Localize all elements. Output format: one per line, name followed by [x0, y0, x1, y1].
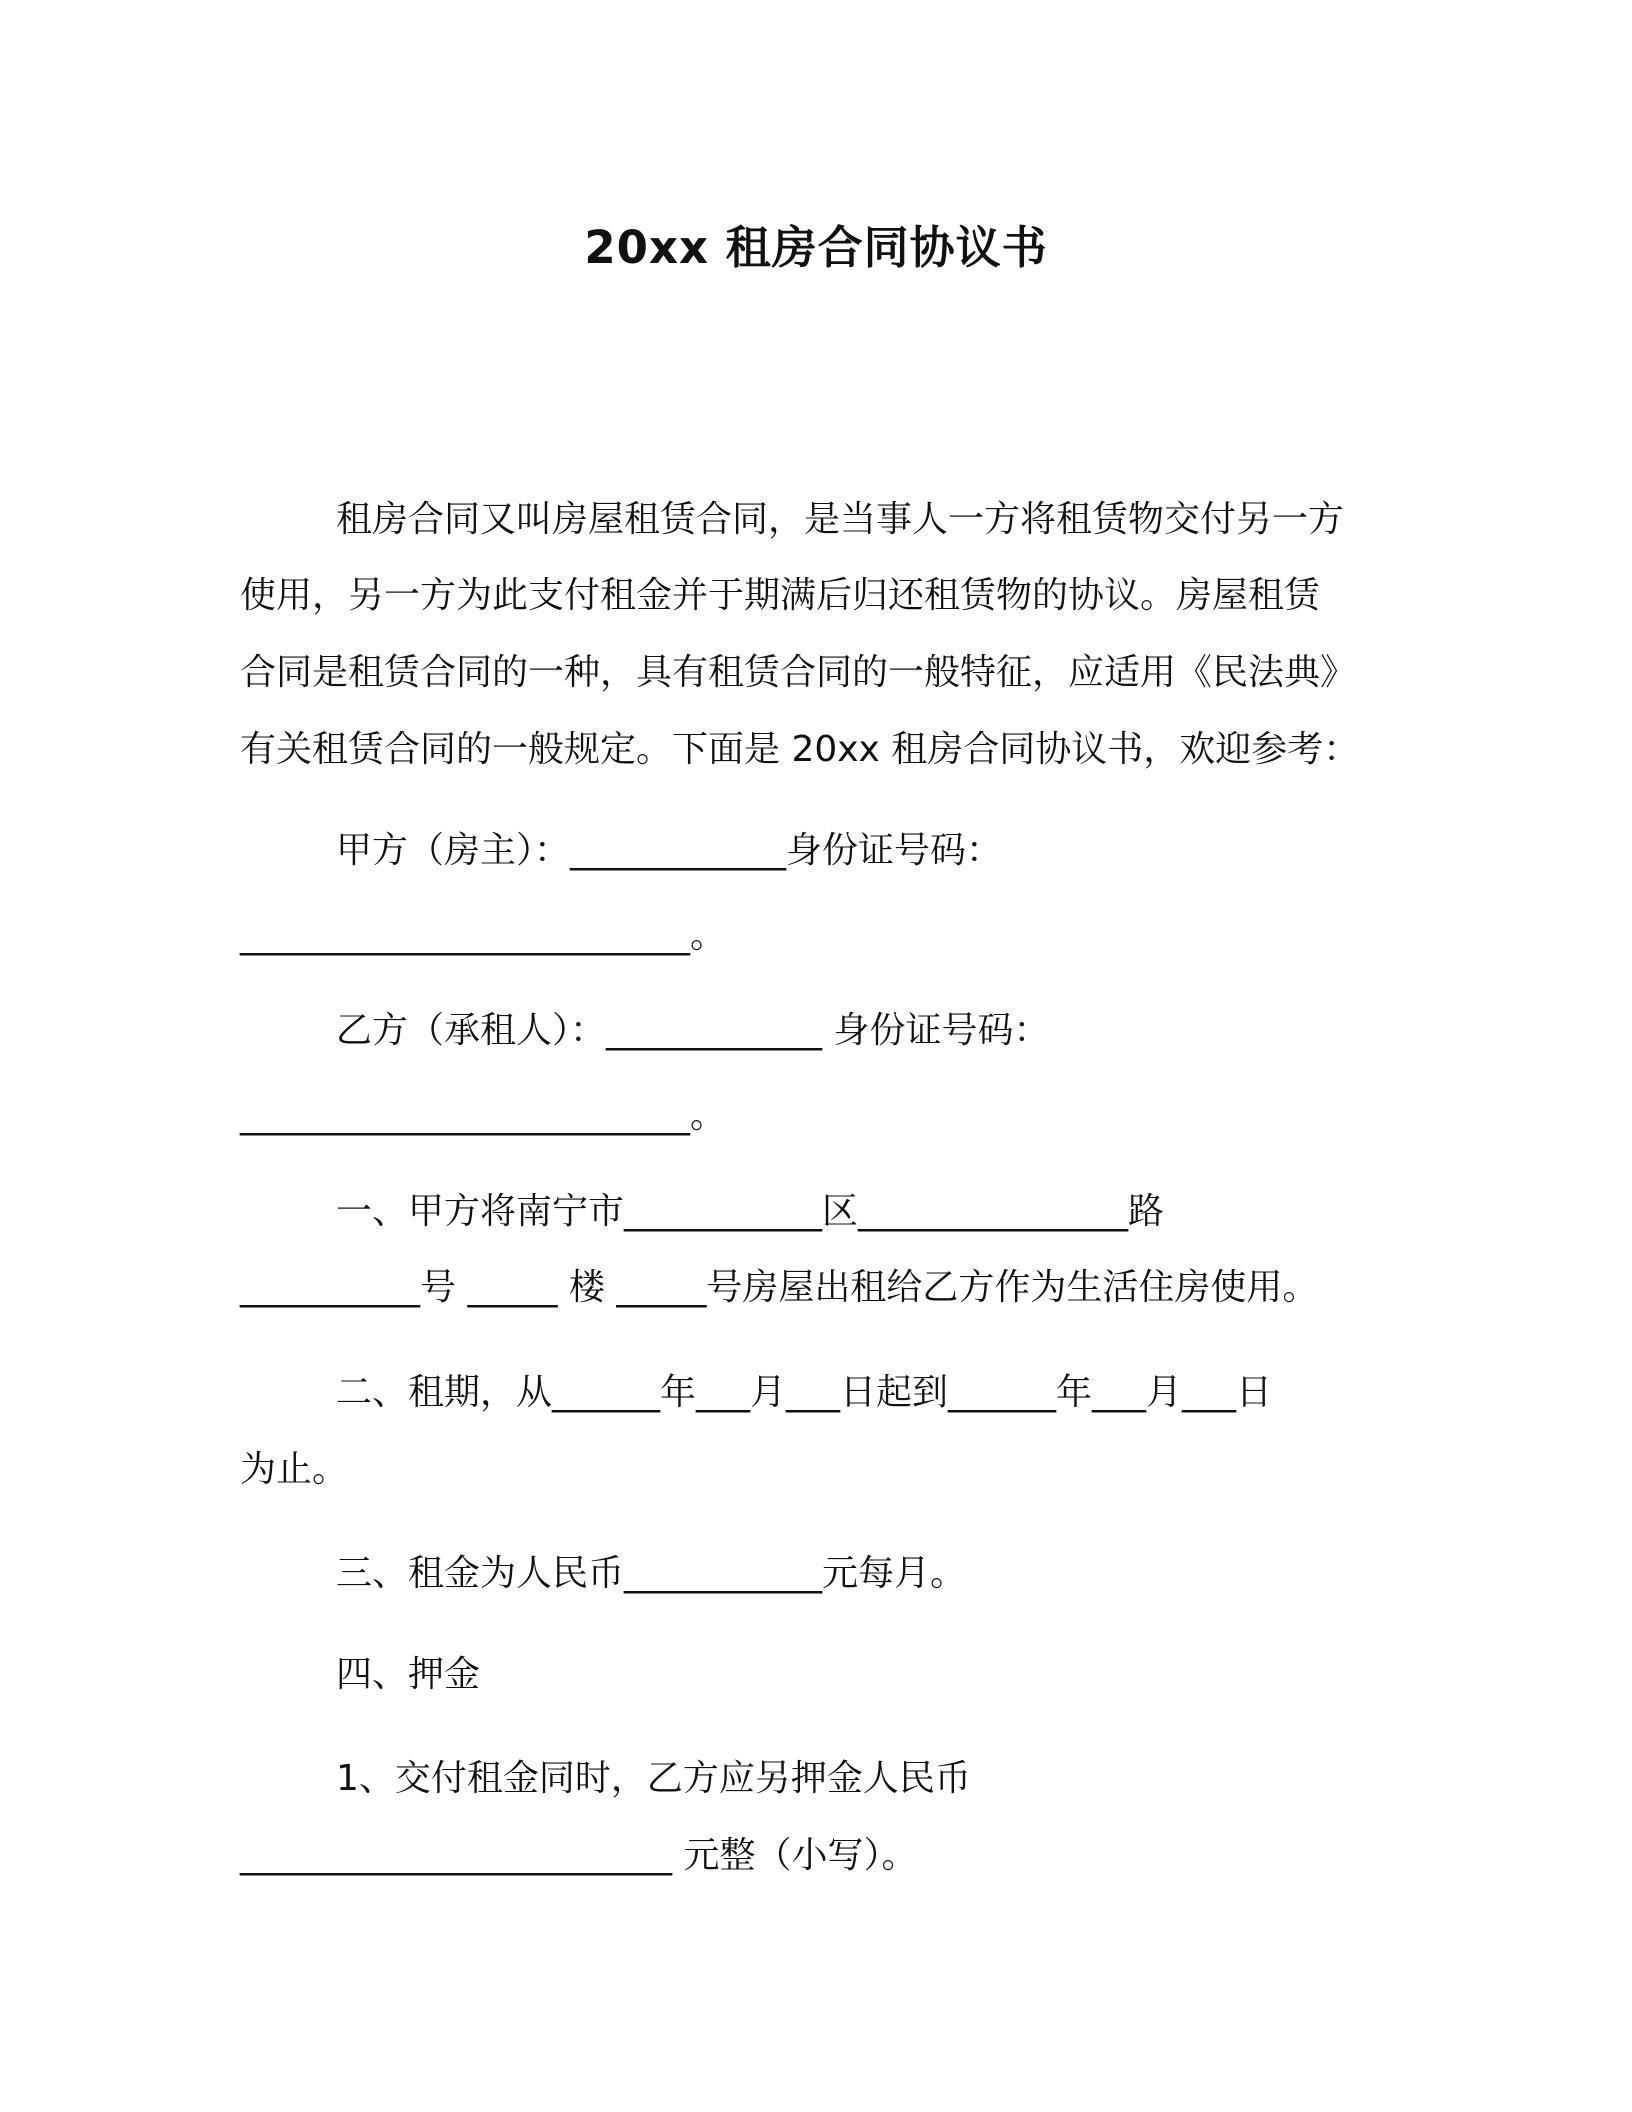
party-b-line-1: 乙方（承租人）：____________ 身份证号码：: [336, 1010, 1050, 1051]
clause-1-line-1: 一、甲方将南宁市___________区_______________路: [336, 1191, 1165, 1232]
intro-line-2: 使用，另一方为此支付租金并于期满后归还租赁物的协议。房屋租赁: [240, 575, 1321, 616]
clause-1-line-2: __________号 _____ 楼 _____号房屋出租给乙方作为生活住房使用。: [240, 1267, 1319, 1308]
clause-3: 三、租金为人民币___________元每月。: [336, 1553, 967, 1594]
party-a-line-1: 甲方（房主）：____________身份证号码：: [336, 830, 1003, 871]
intro-line-1: 租房合同又叫房屋租赁合同，是当事人一方将租赁物交付另一方: [336, 499, 1345, 540]
clause-2-line-2: 为止。: [240, 1449, 349, 1490]
intro-line-3: 合同是租赁合同的一种，具有租赁合同的一般特征，应适用《民法典》: [240, 652, 1357, 693]
clause-2-line-1: 二、租期，从______年___月___日起到______年___月___日: [336, 1372, 1273, 1413]
clause-4-heading: 四、押金: [336, 1654, 481, 1695]
party-b-line-2: _________________________。: [240, 1095, 726, 1136]
clause-4-1-line-1: 1、交付租金同时，乙方应另押金人民币: [336, 1758, 971, 1799]
document-title: 20xx 租房合同协议书: [584, 221, 1048, 274]
intro-line-4: 有关租赁合同的一般规定。下面是 20xx 租房合同协议书，欢迎参考：: [240, 729, 1360, 770]
clause-4-1-line-2: ________________________ 元整（小写）。: [240, 1835, 918, 1876]
party-a-line-2: _________________________。: [240, 915, 726, 956]
